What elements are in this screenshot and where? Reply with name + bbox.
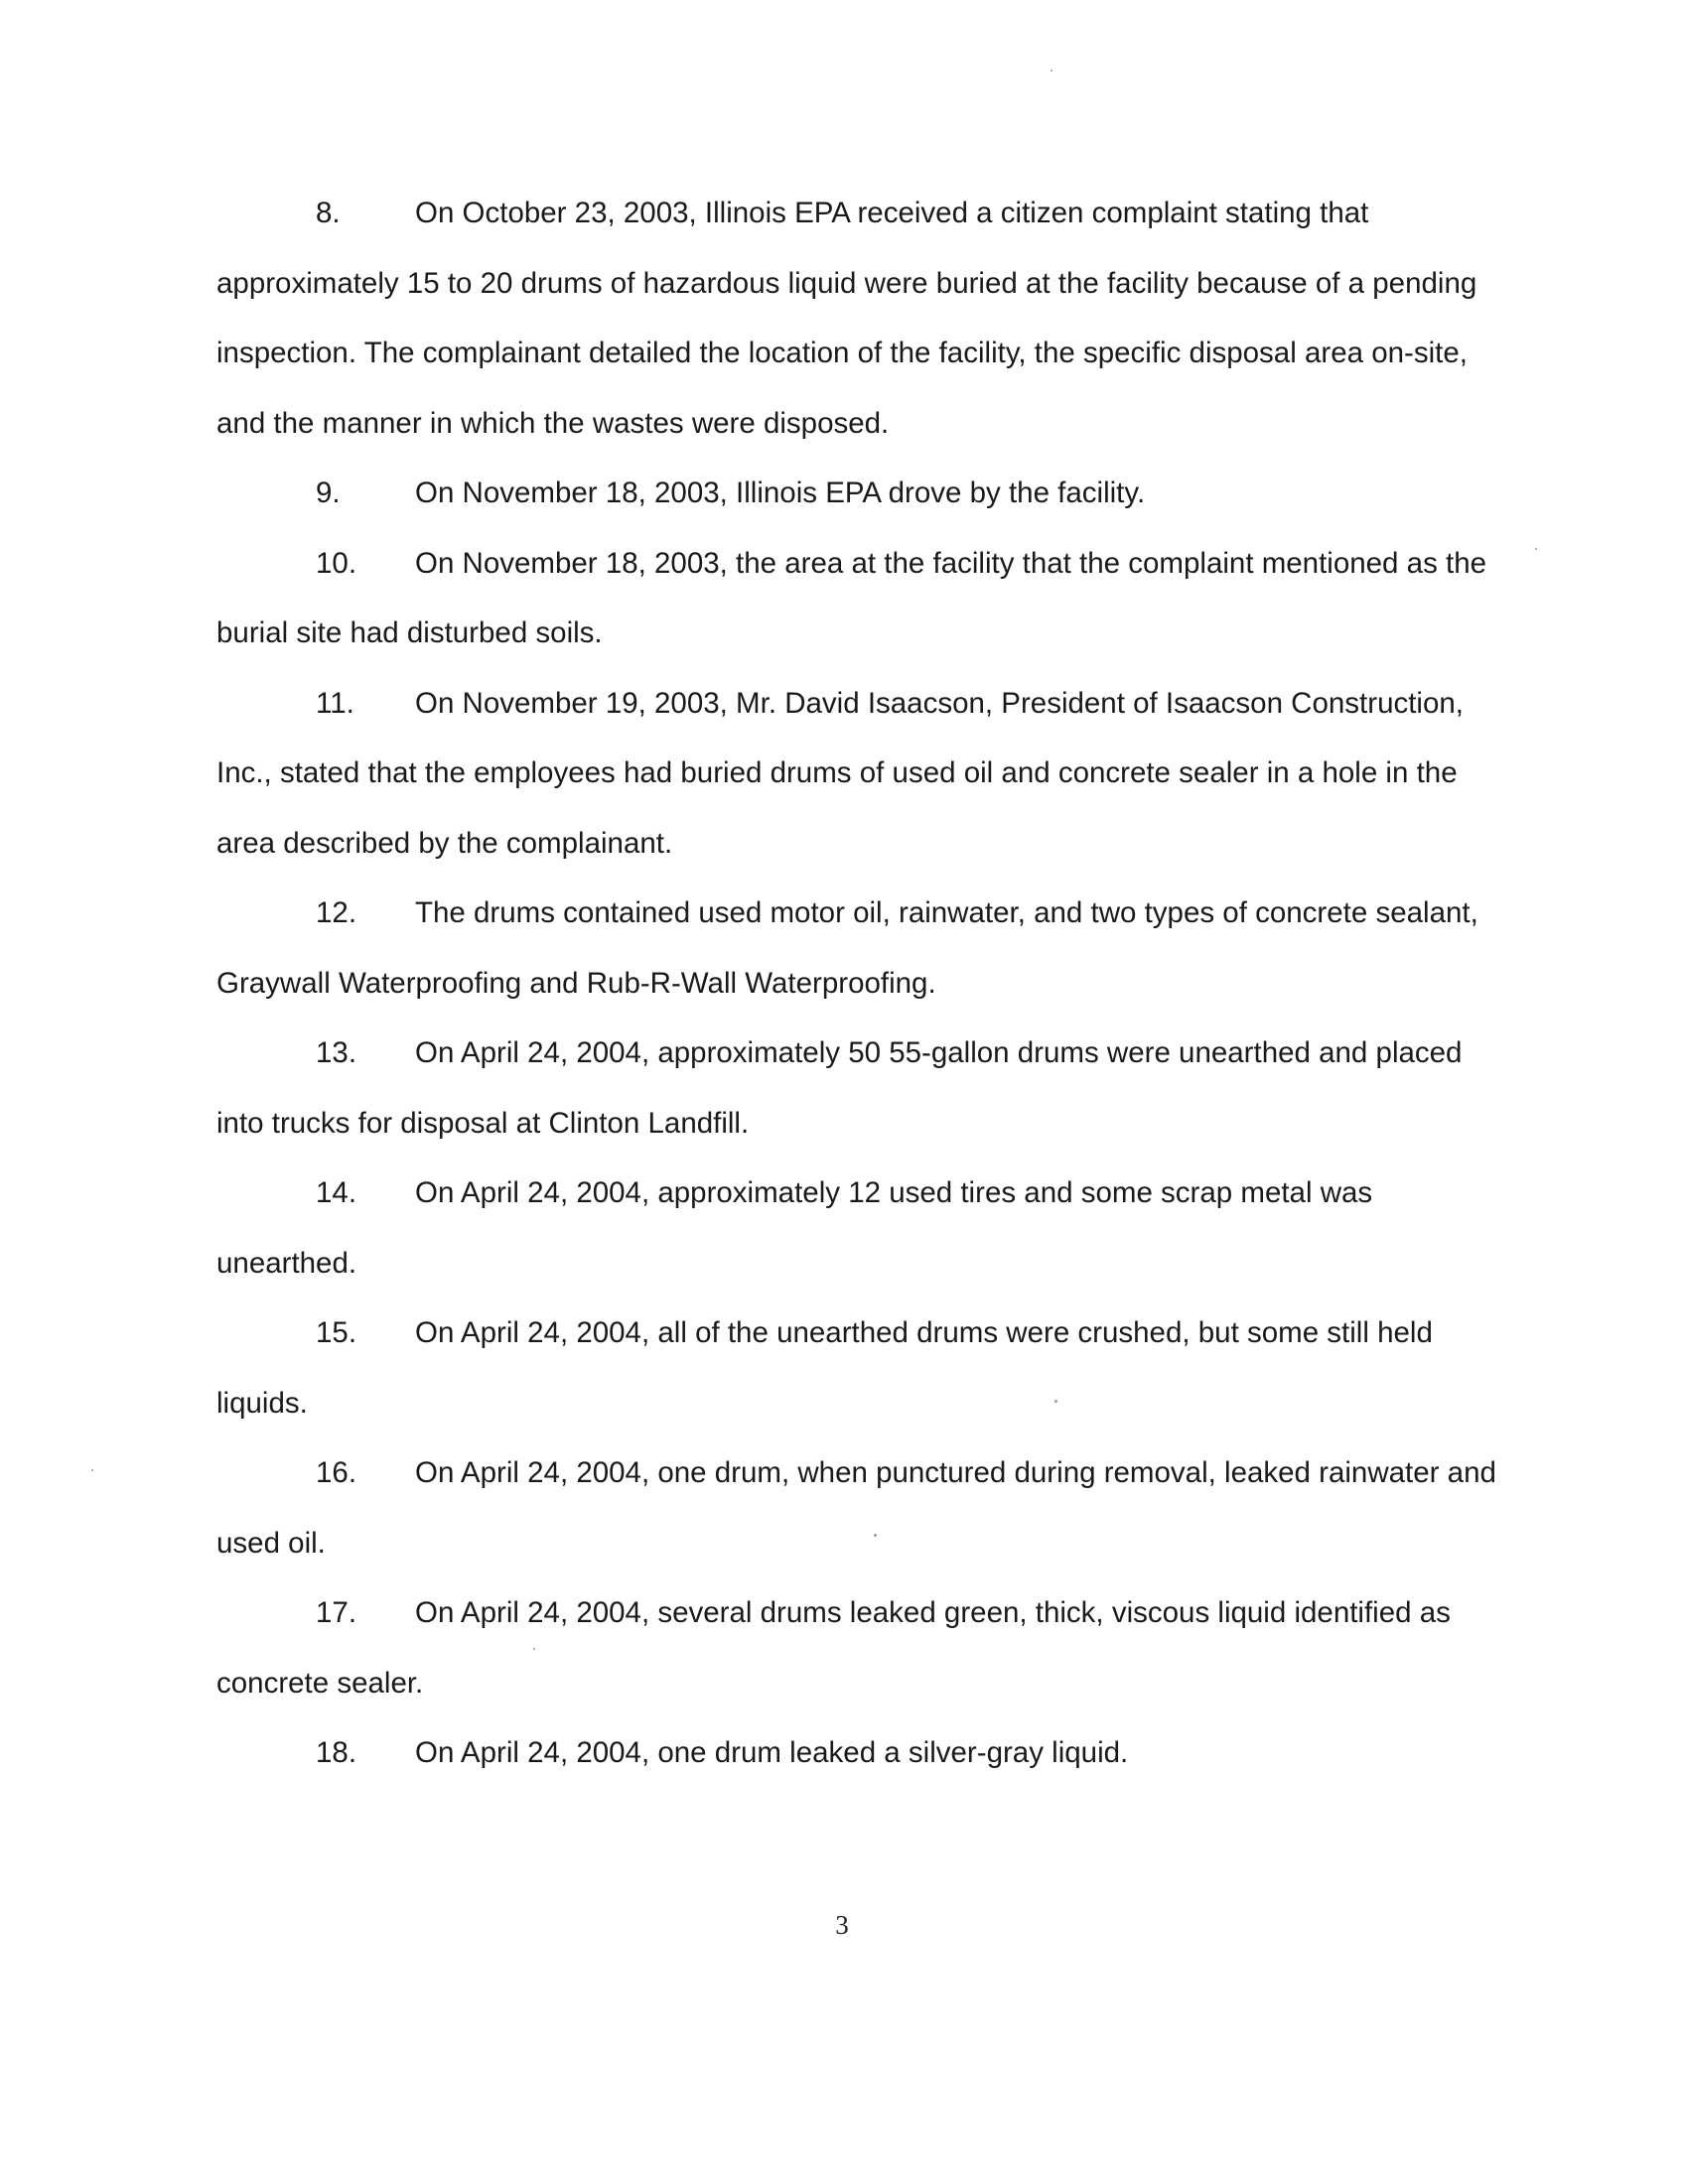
paragraph-number: 8. <box>316 197 341 229</box>
paragraph-13 <box>216 1019 1507 1159</box>
paragraph-number: 14. <box>316 1176 357 1209</box>
scan-speck <box>1051 69 1052 71</box>
paragraph-number: 18. <box>316 1736 357 1769</box>
paragraph-16 <box>216 1438 1507 1578</box>
scan-speck <box>1535 548 1537 550</box>
paragraph-text: On April 24, 2004, one drum, when punctured during removal, leaked rainwater and used oil. <box>216 1456 1496 1560</box>
paragraph-text: On April 24, 2004, one drum leaked a silver-gray liquid. <box>415 1736 1129 1769</box>
paragraph-number: 16. <box>316 1456 357 1489</box>
paragraph-number: 17. <box>316 1596 357 1629</box>
paragraph-text: On April 24, 2004, approximately 12 used tires and some scrap metal was unearthed. <box>216 1176 1373 1280</box>
paragraph-17 <box>216 1578 1507 1718</box>
scan-speck <box>874 1534 877 1537</box>
document-body <box>216 179 1507 1789</box>
paragraph-number: 10. <box>316 546 357 580</box>
paragraph-text: On November 19, 2003, Mr. David Isaacson, President of Isaacson Construction, Inc., stated that the employees had buried drums of used oil and concrete sealer in a hole in the area described by the complainant. <box>216 686 1464 860</box>
paragraph-12 <box>216 879 1507 1019</box>
paragraph-14 <box>216 1159 1507 1298</box>
paragraph-9 <box>216 459 1507 529</box>
paragraph-number: 11. <box>316 686 354 720</box>
paragraph-8 <box>216 179 1507 459</box>
paragraph-number: 9. <box>316 477 341 509</box>
paragraph-15 <box>216 1298 1507 1438</box>
scan-speck <box>533 1648 535 1650</box>
page-number: 3 <box>835 1910 849 1940</box>
paragraph-text: On November 18, 2003, the area at the facility that the complaint mentioned as the burial site had disturbed soils. <box>216 546 1487 649</box>
paragraph-text: On November 18, 2003, Illinois EPA drove by the facility. <box>415 477 1146 509</box>
paragraph-text: On April 24, 2004, all of the unearthed drums were crushed, but some still held liquids. <box>216 1316 1433 1420</box>
paragraph-10 <box>216 529 1507 669</box>
scan-speck <box>91 1469 93 1471</box>
paragraph-18 <box>216 1718 1507 1789</box>
paragraph-number: 13. <box>316 1036 357 1069</box>
paragraph-11 <box>216 669 1507 880</box>
paragraph-text: The drums contained used motor oil, rainwater, and two types of concrete sealant, Graywall Waterproofing and Rub-R-Wall Waterproofing. <box>216 896 1478 1000</box>
paragraph-text: On October 23, 2003, Illinois EPA received a citizen complaint stating that approximately 15 to 20 drums of hazardous liquid were buried at the facility because of a pending inspection. The complainant detailed the location of the facility, the specific disposal area on-site, and the manner in which the wastes were disposed. <box>216 197 1477 440</box>
paragraph-number: 15. <box>316 1316 357 1349</box>
paragraph-text: On April 24, 2004, several drums leaked green, thick, viscous liquid identified as concrete sealer. <box>216 1596 1451 1700</box>
scan-speck <box>1054 1400 1057 1403</box>
paragraph-text: On April 24, 2004, approximately 50 55-gallon drums were unearthed and placed into trucks for disposal at Clinton Landfill. <box>216 1036 1463 1140</box>
paragraph-number: 12. <box>316 896 357 929</box>
